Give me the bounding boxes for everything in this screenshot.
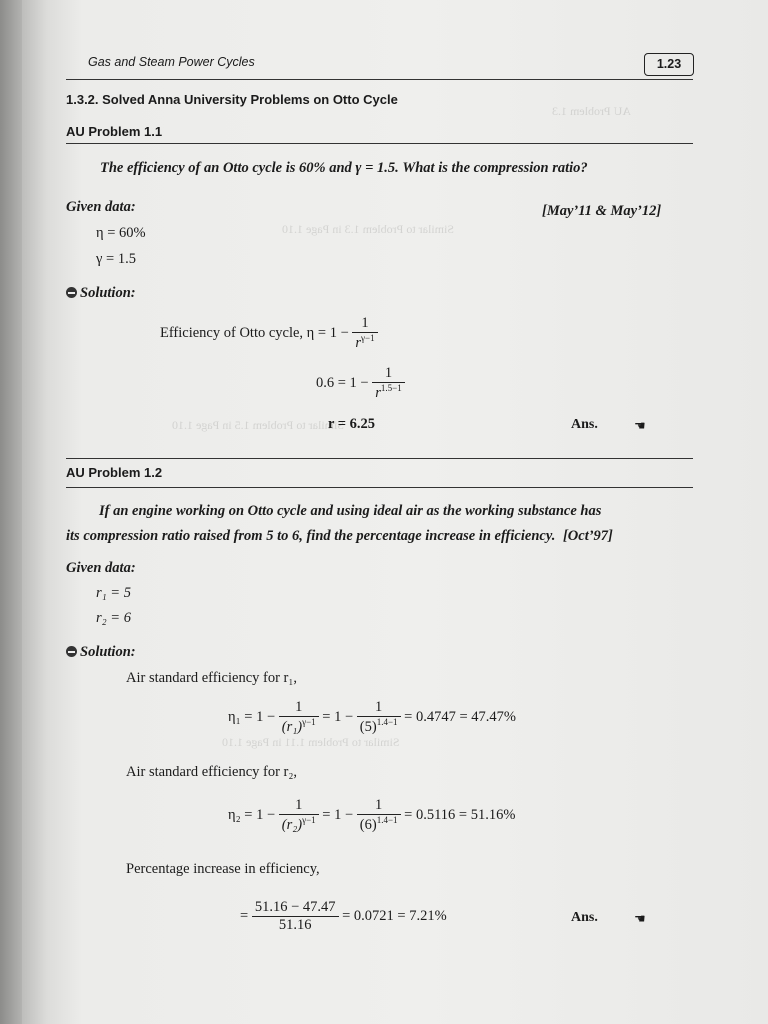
exam-reference: [May’11 & May’12] [542, 203, 662, 219]
solution-bullet-icon [66, 646, 77, 657]
page-number-box: 1.23 [644, 53, 694, 76]
page [22, 0, 768, 1024]
answer-label: Ans. [571, 910, 598, 925]
problem-statement: If an engine working on Otto cycle and using ideal air as the working substance has [99, 503, 602, 519]
given-data-label: Given data: [66, 560, 136, 576]
solution-label: Solution: [66, 285, 136, 302]
bleed-through-text: Similar to Problem 1.11 in Page 1.10 [222, 735, 400, 749]
exam-reference: [Oct’97] [562, 528, 613, 544]
efficiency-label: Air standard efficiency for r₂, [126, 764, 298, 780]
problem-rule [66, 458, 693, 459]
problem-rule [66, 143, 693, 144]
given-data-label: Given data: [66, 199, 136, 215]
equation-eta1: η₁ = 1 − $\frac{1}{(r_1)^{\gamma-1}}$ = 1 − $\frac{1}{(5)^{1.4-1}}$ = 0.4747 = 47.47% [228, 699, 516, 735]
equation-eta2: η₂ = 1 − $\frac{1}{(r_2)^{\gamma-1}}$ = 1 − $\frac{1}{(6)^{1.4-1}}$ = 0.5116 = 51.16% [228, 797, 516, 833]
pointing-hand-icon: ☚ [634, 418, 646, 433]
book-spine-shadow [0, 0, 22, 1024]
given-value: r₂ = 6 [96, 610, 131, 626]
answer-label: Ans. [571, 417, 598, 432]
given-value: γ = 1.5 [96, 251, 136, 267]
problem-statement: its compression ratio raised from 5 to 6, find the percentage increase in efficiency. [Oct’97] [66, 528, 613, 544]
bleed-through-text: Similar to Problem 1.3 in Page 1.10 [282, 222, 454, 236]
equation-substitution: 0.6 = 1 − $\frac{1}{r^{1.5-1}}$ [316, 365, 405, 402]
solution-bullet-icon [66, 287, 77, 298]
bleed-through-text: AU Problem 1.3 [552, 104, 631, 118]
header-rule [66, 79, 693, 80]
percentage-label: Percentage increase in efficiency, [126, 861, 320, 877]
efficiency-label: Air standard efficiency for r₁, [126, 670, 298, 686]
running-header [88, 53, 694, 77]
equation-percentage: = $\frac{51.16 - 47.47}{51.16}$ = 0.0721 = 7.21% [240, 899, 447, 933]
pointing-hand-icon: ☚ [634, 911, 646, 926]
bleed-through-text: Similar to Problem 1.5 in Page 1.10 [172, 418, 344, 432]
problem-statement: The efficiency of an Otto cycle is 60% and γ = 1.5. What is the compression ratio? [100, 160, 588, 176]
given-value: r₁ = 5 [96, 585, 131, 601]
section-title: 1.3.2. Solved Anna University Problems on Otto Cycle [66, 92, 398, 107]
given-value: η = 60% [96, 225, 146, 241]
equation-result: r = 6.25 [328, 416, 376, 432]
problem-rule [66, 487, 693, 488]
solution-label: Solution: [66, 644, 136, 661]
equation-efficiency: Efficiency of Otto cycle, η = 1 − $\frac{1}{r^{\gamma-1}}$ [160, 315, 378, 352]
header-title: Gas and Steam Power Cycles [88, 55, 255, 69]
problem-heading: AU Problem 1.1 [66, 124, 163, 139]
problem-heading: AU Problem 1.2 [66, 465, 163, 480]
